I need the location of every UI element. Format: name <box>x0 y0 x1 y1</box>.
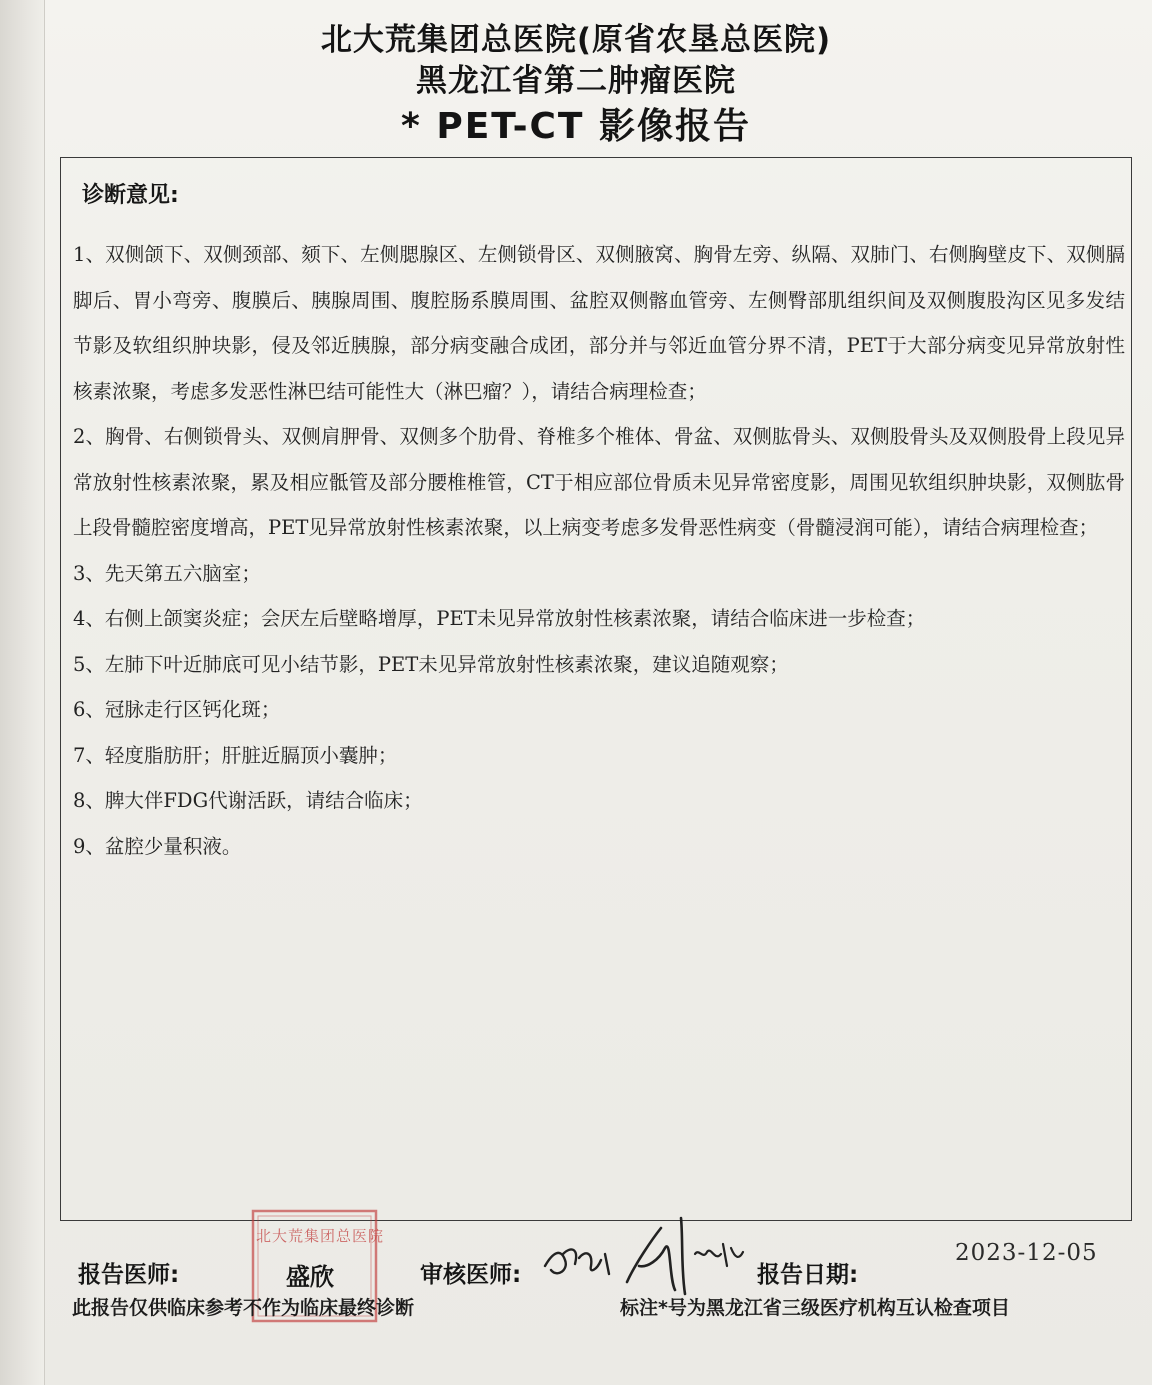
diagnosis-item: 8、脾大伴FDG代谢活跃，请结合临床； <box>73 789 423 812</box>
diagnosis-item: 5、左肺下叶近肺底可见小结节影，PET未见异常放射性核素浓聚，建议追随观察； <box>73 652 789 676</box>
diagnosis-item: 3、先天第五六脑室； <box>73 561 261 585</box>
diagnosis-item: 6、冠脉走行区钙化斑； <box>73 698 281 721</box>
reviewer-signature-icon <box>535 1208 765 1298</box>
diagnosis-item: 9、盆腔少量积液。 <box>73 834 242 858</box>
hospital-name: 北大荒集团总医院(原省农垦总医院) <box>320 22 832 58</box>
disclaimer-text: 此报告仅供临床参考不作为临床最终诊断 <box>72 1297 415 1319</box>
report-title: * PET-CT 影像报告 <box>400 106 752 147</box>
reviewer-label: 审核医师: <box>420 1262 522 1288</box>
report-date-value: 2023-12-05 <box>955 1240 1098 1266</box>
diagnosis-item: 4、右侧上颌窦炎症；会厌左后壁略增厚，PET未见异常放射性核素浓聚，请结合临床进一步检查； <box>73 607 926 630</box>
diagnosis-item: 2、胸骨、右侧锁骨头、双侧肩胛骨、双侧多个肋骨、脊椎多个椎体、骨盆、双侧肱骨头、双侧股骨头及双侧股骨上段见异常放射性核素浓聚，累及相应骶管及部分腰椎椎管，CT于相应部位骨质未见异常密度影，周围见软组织肿块影，双侧肱骨上段骨髓腔密度增高，PET见异常放射性核素浓聚，以上病变考虑多发骨恶性病变（骨髓浸润可能），请结合病理检查； <box>73 425 1125 539</box>
diagnosis-title: 诊断意见: <box>82 183 179 208</box>
diagnosis-list <box>73 232 1125 869</box>
report-date-label: 报告日期: <box>757 1262 859 1288</box>
recognition-note: 标注*号为黑龙江省三级医疗机构互认检查项目 <box>620 1297 1010 1319</box>
reporter-label: 报告医师: <box>78 1262 180 1288</box>
diagnosis-item: 1、双侧颌下、双侧颈部、颏下、左侧腮腺区、左侧锁骨区、双侧腋窝、胸骨左旁、纵隔、双肺门、右侧胸壁皮下、双侧膈脚后、胃小弯旁、腹膜后、胰腺周围、腹腔肠系膜周围、盆腔双侧髂血管旁、左侧臀部肌组织间及双侧腹股沟区见多发结节影及软组织肿块影，侵及邻近胰腺，部分病变融合成团，部分并与邻近血管分界不清，PET于大部分病变见异常放射性核素浓聚，考虑多发恶性淋巴结可能性大（淋巴瘤？），请结合病理检查； <box>73 243 1125 403</box>
reporter-name: 盛欣 <box>286 1263 334 1291</box>
stamp-text: 北大荒集团总医院 <box>256 1227 385 1245</box>
book-spine <box>0 0 45 1385</box>
hospital-alt-name: 黑龙江省第二肿瘤医院 <box>416 63 736 99</box>
diagnosis-item: 7、轻度脂肪肝；肝脏近膈顶小囊肿； <box>73 743 398 767</box>
